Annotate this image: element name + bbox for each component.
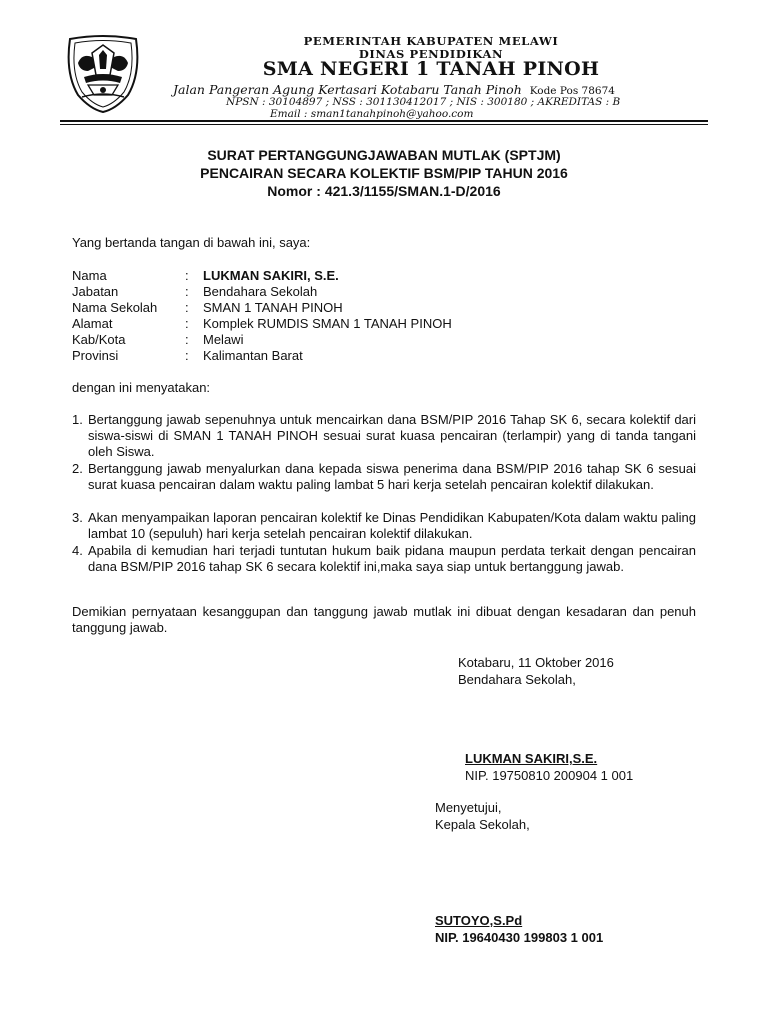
letterhead-email: Email : sman1tanahpinoh@yahoo.com <box>270 108 474 120</box>
regency-emblem-icon <box>62 33 144 113</box>
identity-row <box>72 332 692 348</box>
identity-colon: : <box>185 316 189 331</box>
identity-row <box>72 300 692 316</box>
identity-label: Nama <box>72 268 107 283</box>
identity-label: Alamat <box>72 316 113 331</box>
document-number: Nomor : 421.3/1155/SMAN.1-D/2016 <box>267 183 501 199</box>
signature-name-treasurer: LUKMAN SAKIRI,S.E. <box>465 751 598 766</box>
document-subtitle: PENCAIRAN SECARA KOLEKTIF BSM/PIP TAHUN 2016 <box>200 165 568 181</box>
signature-name-principal: SUTOYO,S.Pd <box>435 913 523 928</box>
identity-label: Nama Sekolah <box>72 300 158 315</box>
approval-label: Menyetujui, <box>435 800 502 815</box>
identity-colon: : <box>185 348 189 363</box>
letterhead-government: PEMERINTAH KABUPATEN MELAWI <box>303 34 559 48</box>
letterhead-street: Jalan Pangeran Agung Kertasari Kotabaru Tanah Pinoh <box>173 82 522 97</box>
identity-label: Jabatan <box>72 284 119 299</box>
identity-colon: : <box>185 284 189 299</box>
identity-row <box>72 284 692 300</box>
intro-text: Yang bertanda tangan di bawah ini, saya: <box>72 235 311 250</box>
signature-nip-principal: NIP. 19640430 199803 1 001 <box>435 930 604 945</box>
identity-colon: : <box>185 332 189 347</box>
list-item <box>72 510 696 542</box>
list-item <box>72 461 696 493</box>
letterhead-department: DINAS PENDIDIKAN <box>358 47 504 61</box>
signature-role-principal: Kepala Sekolah, <box>435 817 530 832</box>
closing-paragraph: Demikian pernyataan kesanggupan dan tanggung jawab mutlak ini dibuat dengan kesadaran dan penuh tanggung jawab. <box>72 604 696 635</box>
list-item-number: 3. <box>72 510 83 525</box>
identity-row <box>72 316 692 332</box>
identity-row <box>72 268 692 284</box>
identity-label: Provinsi <box>72 348 119 363</box>
letterhead-identifiers: NPSN : 30104897 ; NSS : 301130412017 ; NIS : 300180 ; AKREDITAS : B <box>226 96 621 108</box>
identity-colon: : <box>185 268 189 283</box>
letterhead-address <box>173 82 615 97</box>
letterhead-rule-thick <box>60 120 708 122</box>
list-item-number: 4. <box>72 543 83 558</box>
identity-value: LUKMAN SAKIRI, S.E. <box>203 268 339 283</box>
signature-place-date: Kotabaru, 11 Oktober 2016 <box>458 655 614 670</box>
signature-role-treasurer: Bendahara Sekolah, <box>458 672 576 687</box>
list-item-text: Bertanggung jawab sepenuhnya untuk mencairkan dana BSM/PIP 2016 Tahap SK 6, secara kolektif dari siswa-siswi di SMAN 1 TANAH PINOH sesuai surat kuasa pencairan (terlampir) yang di tanda tangani oleh Siswa. <box>88 412 696 459</box>
list-item-text: Bertanggung jawab menyalurkan dana kepada siswa penerima dana BSM/PIP 2016 tahap SK 6 sesuai surat kuasa pencairan dalam waktu paling lambat 5 hari kerja setelah pencairan kolektif dilakukan. <box>88 461 696 492</box>
letterhead-school-name: SMA NEGERI 1 TANAH PINOH <box>262 58 600 80</box>
declaration-intro: dengan ini menyatakan: <box>72 380 211 395</box>
document-title: SURAT PERTANGGUNGJAWABAN MUTLAK (SPTJM) <box>207 147 561 163</box>
identity-value: SMAN 1 TANAH PINOH <box>203 300 343 315</box>
identity-value: Bendahara Sekolah <box>203 284 318 299</box>
identity-value: Kalimantan Barat <box>203 348 303 363</box>
list-item <box>72 543 696 575</box>
identity-value: Melawi <box>203 332 244 347</box>
list-item-number: 1. <box>72 412 83 427</box>
identity-row <box>72 348 692 364</box>
letterhead-rule-thin <box>60 124 708 125</box>
list-item <box>72 412 696 460</box>
signature-nip-treasurer: NIP. 19750810 200904 1 001 <box>465 768 634 783</box>
identity-label: Kab/Kota <box>72 332 126 347</box>
list-item-text: Akan menyampaikan laporan pencairan kolektif ke Dinas Pendidikan Kabupaten/Kota dalam waktu paling lambat 10 (sepuluh) hari kerja setelah pencairan kolektif dilakukan. <box>88 510 696 541</box>
identity-colon: : <box>185 300 189 315</box>
letterhead-postal-code: Kode Pos 78674 <box>529 85 615 97</box>
list-item-text: Apabila di kemudian hari terjadi tuntutan hukum baik pidana maupun perdata terkait dengan pencairan dana BSM/PIP 2016 tahap SK 6 secara kolektif ini,maka saya siap untuk bertanggung jawab. <box>88 543 696 574</box>
identity-value: Komplek RUMDIS SMAN 1 TANAH PINOH <box>203 316 452 331</box>
list-item-number: 2. <box>72 461 83 476</box>
